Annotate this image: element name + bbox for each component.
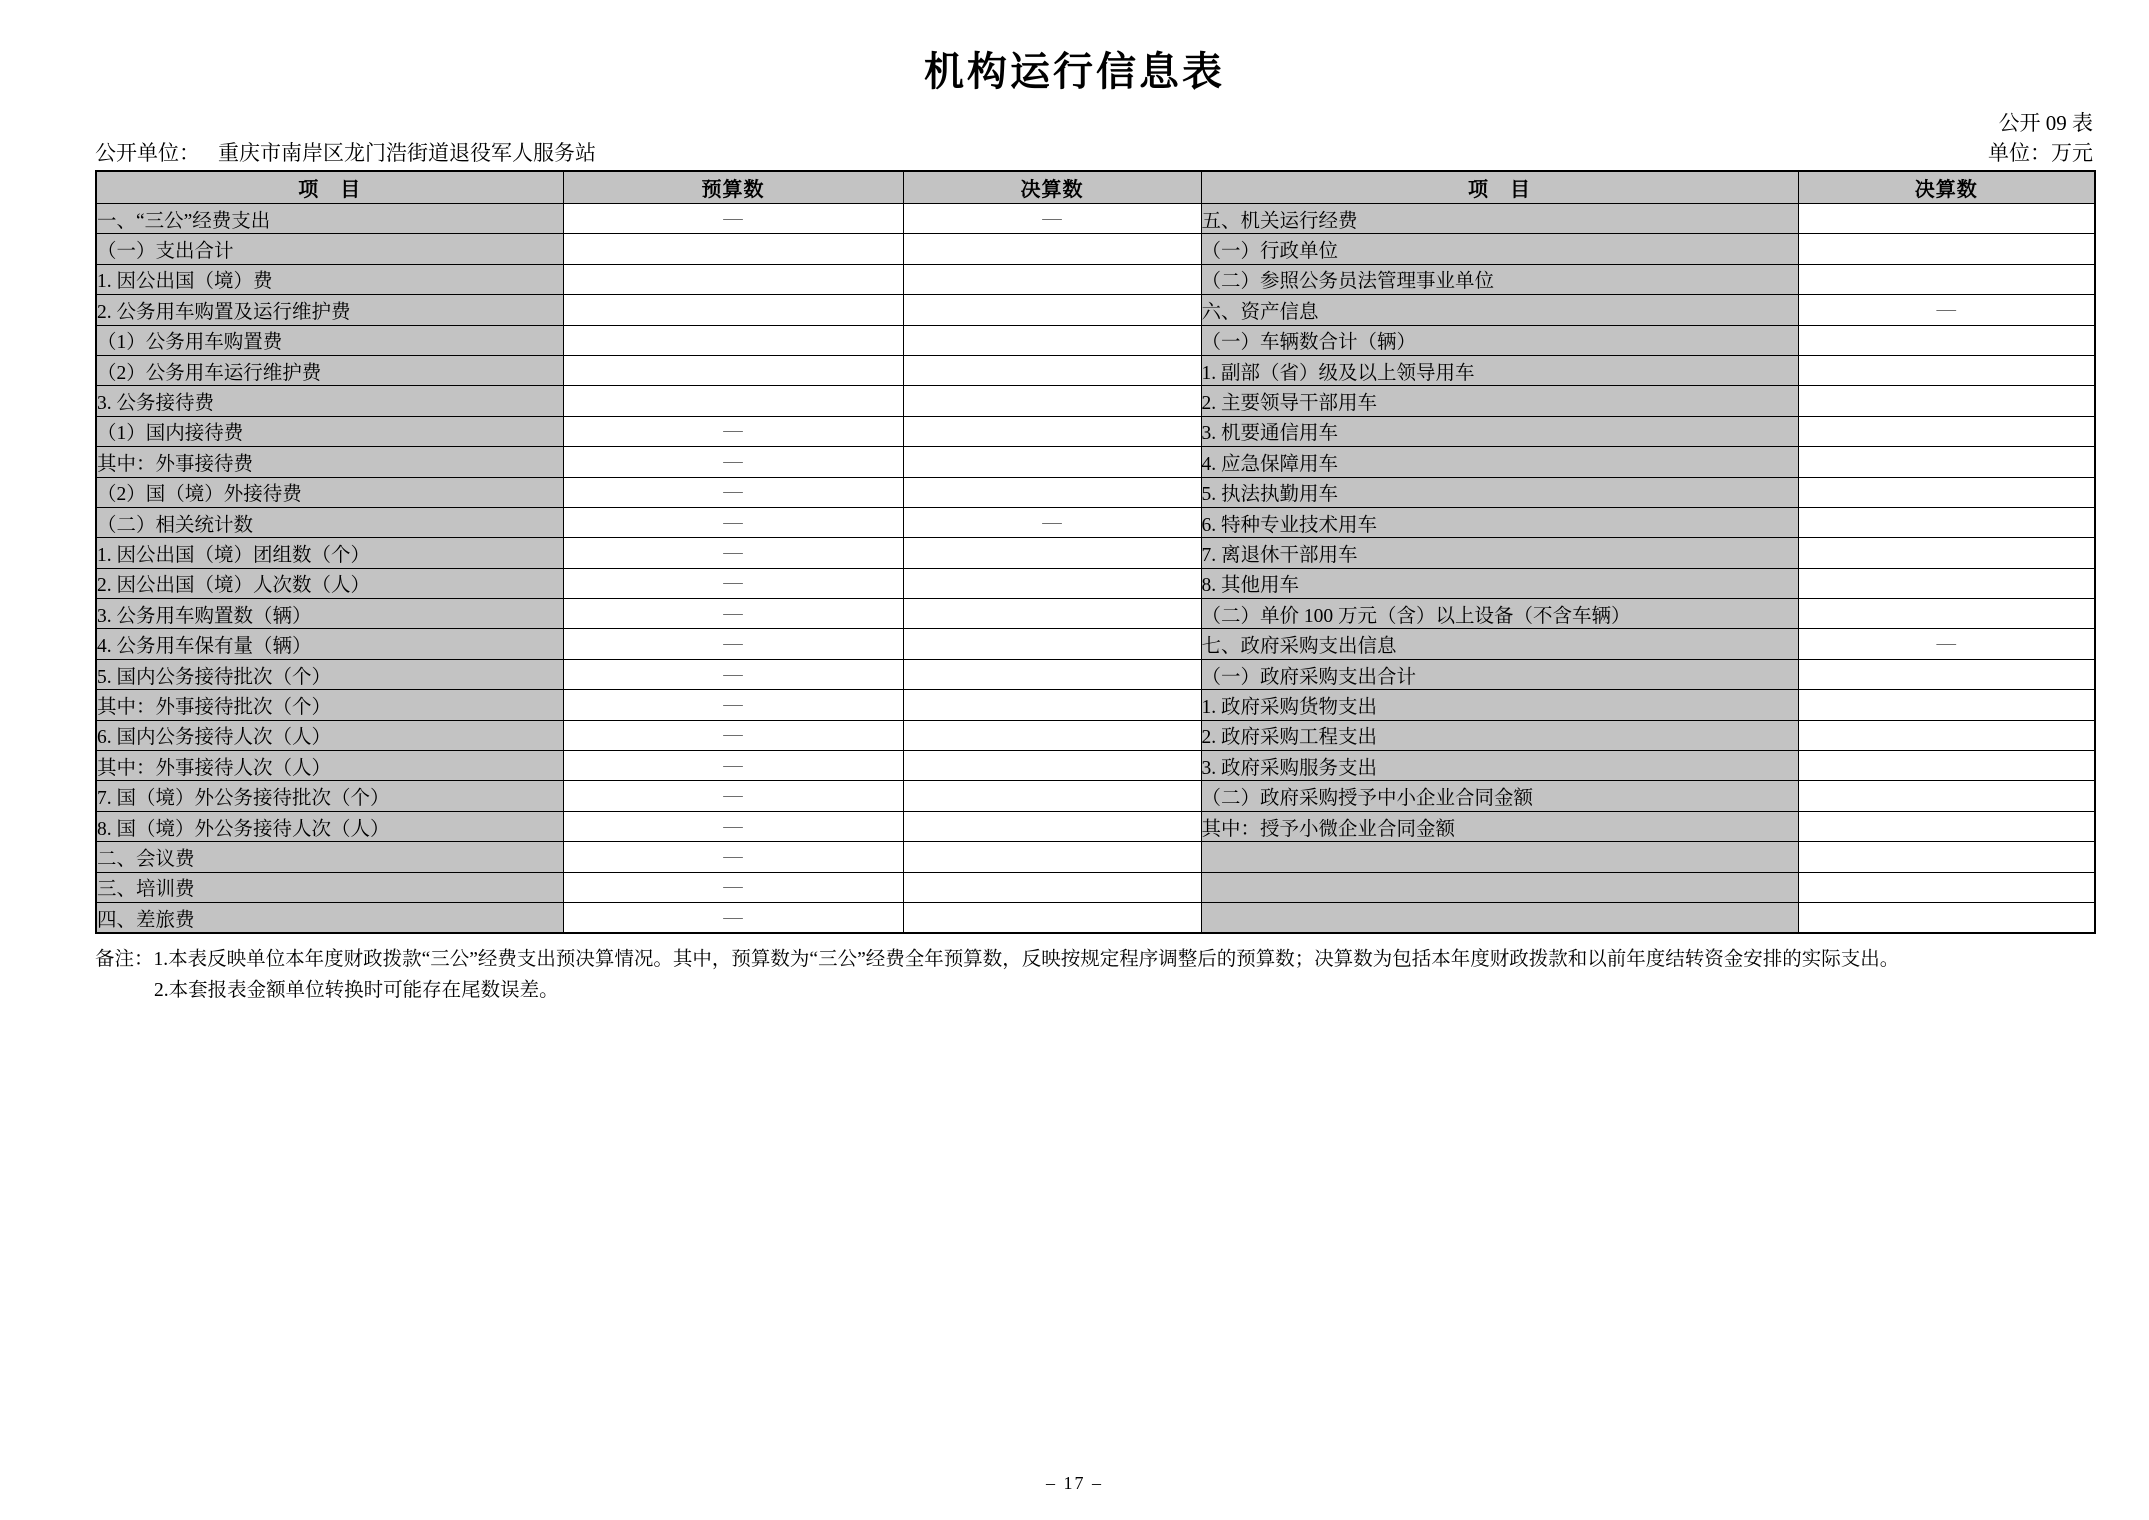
- budget-cell: [563, 355, 903, 385]
- budget-cell: —: [563, 599, 903, 629]
- item-cell-right: 4. 应急保障用车: [1201, 447, 1798, 477]
- final-cell-right: [1798, 264, 2095, 294]
- final-cell-left: [903, 811, 1201, 841]
- item-cell-left: 2. 公务用车购置及运行维护费: [96, 295, 563, 325]
- meta-row: [95, 137, 2093, 167]
- final-cell-left: [903, 538, 1201, 568]
- final-cell-left: [903, 355, 1201, 385]
- table-row: [96, 629, 2095, 659]
- final-cell-right: [1798, 477, 2095, 507]
- final-cell-right: [1798, 902, 2095, 933]
- table-row: [96, 872, 2095, 902]
- item-cell-left: 三、培训费: [96, 872, 563, 902]
- note-line-2: 2.本套报表金额单位转换时可能存在尾数误差。: [154, 979, 559, 1001]
- item-cell-left: 2. 因公出国（境）人次数（人）: [96, 568, 563, 598]
- final-cell-right: [1798, 538, 2095, 568]
- final-cell-right: [1798, 811, 2095, 841]
- table-header-row: [96, 171, 2095, 204]
- table-row: [96, 416, 2095, 446]
- final-cell-left: —: [903, 204, 1201, 234]
- final-cell-right: [1798, 599, 2095, 629]
- final-cell-right: [1798, 751, 2095, 781]
- table-row: [96, 902, 2095, 933]
- budget-cell: —: [563, 447, 903, 477]
- budget-cell: [563, 325, 903, 355]
- page-title: 机构运行信息表: [924, 50, 1225, 94]
- item-cell-left: （1）公务用车购置费: [96, 325, 563, 355]
- item-cell-right: 3. 机要通信用车: [1201, 416, 1798, 446]
- budget-cell: [563, 264, 903, 294]
- item-cell-right: 1. 副部（省）级及以上领导用车: [1201, 355, 1798, 385]
- final-cell-left: [903, 872, 1201, 902]
- final-cell-left: [903, 659, 1201, 689]
- budget-cell: —: [563, 902, 903, 933]
- table-row: [96, 507, 2095, 537]
- final-cell-left: —: [903, 507, 1201, 537]
- final-cell-left: [903, 477, 1201, 507]
- table-row: [96, 751, 2095, 781]
- item-cell-right: [1201, 842, 1798, 872]
- item-cell-left: （一）支出合计: [96, 234, 563, 264]
- disclosure-unit-label: 公开单位：: [95, 141, 200, 165]
- item-cell-left: 4. 公务用车保有量（辆）: [96, 629, 563, 659]
- form-code: 公开 09 表: [1998, 111, 2093, 135]
- table-row: [96, 386, 2095, 416]
- item-cell-right: 其中：授予小微企业合同金额: [1201, 811, 1798, 841]
- final-cell-right: [1798, 204, 2095, 234]
- budget-cell: —: [563, 507, 903, 537]
- item-cell-right: （一）政府采购支出合计: [1201, 659, 1798, 689]
- disclosure-unit: [95, 137, 596, 167]
- item-cell-left: （1）国内接待费: [96, 416, 563, 446]
- unit-note: 单位：万元: [1988, 141, 2093, 165]
- table-row: [96, 690, 2095, 720]
- final-cell-left: [903, 842, 1201, 872]
- item-cell-left: 3. 公务接待费: [96, 386, 563, 416]
- budget-cell: —: [563, 872, 903, 902]
- final-cell-right: [1798, 416, 2095, 446]
- table-row: [96, 204, 2095, 234]
- table-row: [96, 477, 2095, 507]
- table-row: [96, 325, 2095, 355]
- table-row: [96, 538, 2095, 568]
- table-row: [96, 295, 2095, 325]
- final-cell-left: [903, 568, 1201, 598]
- final-cell-left: [903, 234, 1201, 264]
- notes: [95, 945, 2089, 1005]
- table-row: [96, 811, 2095, 841]
- item-cell-right: [1201, 872, 1798, 902]
- item-cell-right: 2. 主要领导干部用车: [1201, 386, 1798, 416]
- table-row: [96, 781, 2095, 811]
- budget-cell: —: [563, 842, 903, 872]
- item-cell-left: （2）国（境）外接待费: [96, 477, 563, 507]
- final-cell-right: [1798, 690, 2095, 720]
- table-row: [96, 264, 2095, 294]
- item-cell-left: 其中：外事接待批次（个）: [96, 690, 563, 720]
- item-cell-right: 五、机关运行经费: [1201, 204, 1798, 234]
- item-cell-left: 7. 国（境）外公务接待批次（个）: [96, 781, 563, 811]
- final-cell-right: [1798, 386, 2095, 416]
- final-cell-right: [1798, 568, 2095, 598]
- budget-cell: —: [563, 720, 903, 750]
- info-table: [95, 170, 2096, 934]
- budget-cell: —: [563, 416, 903, 446]
- item-cell-left: 一、“三公”经费支出: [96, 204, 563, 234]
- item-cell-left: 8. 国（境）外公务接待人次（人）: [96, 811, 563, 841]
- final-cell-left: [903, 751, 1201, 781]
- final-cell-right: [1798, 325, 2095, 355]
- item-cell-left: 5. 国内公务接待批次（个）: [96, 659, 563, 689]
- final-cell-right: [1798, 507, 2095, 537]
- budget-cell: —: [563, 781, 903, 811]
- final-cell-left: [903, 264, 1201, 294]
- final-cell-left: [903, 720, 1201, 750]
- final-cell-right: —: [1798, 629, 2095, 659]
- final-cell-left: [903, 325, 1201, 355]
- final-cell-right: [1798, 447, 2095, 477]
- item-cell-left: 6. 国内公务接待人次（人）: [96, 720, 563, 750]
- item-cell-left: 1. 因公出国（境）团组数（个）: [96, 538, 563, 568]
- final-cell-right: [1798, 720, 2095, 750]
- item-cell-right: 5. 执法执勤用车: [1201, 477, 1798, 507]
- table-row: [96, 355, 2095, 385]
- final-cell-left: [903, 416, 1201, 446]
- item-cell-right: 6. 特种专业技术用车: [1201, 507, 1798, 537]
- item-cell-left: 四、差旅费: [96, 902, 563, 933]
- page-number: – 17 –: [1046, 1473, 1103, 1493]
- final-cell-left: [903, 781, 1201, 811]
- budget-cell: [563, 234, 903, 264]
- budget-cell: —: [563, 690, 903, 720]
- final-cell-left: [903, 902, 1201, 933]
- table-row: [96, 659, 2095, 689]
- budget-cell: —: [563, 538, 903, 568]
- budget-cell: [563, 386, 903, 416]
- note-line-1: 备注：1.本表反映单位本年度财政拨款“三公”经费支出预决算情况。其中，预算数为“三公”经费全年预算数，反映按规定程序调整后的预算数；决算数为包括本年度财政拨款和以前年度结转资金安排的实际支出。: [95, 949, 1900, 971]
- item-cell-left: 1. 因公出国（境）费: [96, 264, 563, 294]
- final-cell-right: [1798, 659, 2095, 689]
- budget-cell: —: [563, 629, 903, 659]
- final-cell-right: [1798, 781, 2095, 811]
- budget-cell: —: [563, 811, 903, 841]
- item-cell-left: 二、会议费: [96, 842, 563, 872]
- item-cell-right: （一）车辆数合计（辆）: [1201, 325, 1798, 355]
- final-cell-left: [903, 386, 1201, 416]
- final-cell-left: [903, 447, 1201, 477]
- final-cell-right: [1798, 355, 2095, 385]
- final-cell-right: [1798, 842, 2095, 872]
- budget-cell: —: [563, 477, 903, 507]
- item-cell-right: 1. 政府采购货物支出: [1201, 690, 1798, 720]
- budget-cell: —: [563, 659, 903, 689]
- table-row: [96, 568, 2095, 598]
- item-cell-left: 其中：外事接待人次（人）: [96, 751, 563, 781]
- item-cell-right: （一）行政单位: [1201, 234, 1798, 264]
- final-cell-left: [903, 629, 1201, 659]
- final-cell-left: [903, 599, 1201, 629]
- header-budget: 预算数: [563, 171, 903, 204]
- header-item-left: 项 目: [96, 171, 563, 204]
- budget-cell: [563, 295, 903, 325]
- budget-cell: —: [563, 751, 903, 781]
- final-cell-left: [903, 690, 1201, 720]
- final-cell-right: [1798, 872, 2095, 902]
- item-cell-left: （二）相关统计数: [96, 507, 563, 537]
- table-row: [96, 599, 2095, 629]
- item-cell-right: 8. 其他用车: [1201, 568, 1798, 598]
- item-cell-left: （2）公务用车运行维护费: [96, 355, 563, 385]
- header-final-left: 决算数: [903, 171, 1201, 204]
- item-cell-right: （二）单价 100 万元（含）以上设备（不含车辆）: [1201, 599, 1798, 629]
- budget-cell: —: [563, 568, 903, 598]
- item-cell-left: 3. 公务用车购置数（辆）: [96, 599, 563, 629]
- final-cell-left: [903, 295, 1201, 325]
- header-item-right: 项 目: [1201, 171, 1798, 204]
- budget-cell: —: [563, 204, 903, 234]
- table-body: [96, 204, 2095, 934]
- disclosure-unit-name: 重庆市南岸区龙门浩街道退役军人服务站: [218, 141, 596, 165]
- item-cell-right: 7. 离退休干部用车: [1201, 538, 1798, 568]
- final-cell-right: [1798, 234, 2095, 264]
- item-cell-left: 其中：外事接待费: [96, 447, 563, 477]
- table-row: [96, 447, 2095, 477]
- table-row: [96, 842, 2095, 872]
- header-final-right: 决算数: [1798, 171, 2095, 204]
- final-cell-right: —: [1798, 295, 2095, 325]
- item-cell-right: 七、政府采购支出信息: [1201, 629, 1798, 659]
- table-row: [96, 234, 2095, 264]
- table-row: [96, 720, 2095, 750]
- item-cell-right: [1201, 902, 1798, 933]
- item-cell-right: 六、资产信息: [1201, 295, 1798, 325]
- item-cell-right: 3. 政府采购服务支出: [1201, 751, 1798, 781]
- item-cell-right: （二）参照公务员法管理事业单位: [1201, 264, 1798, 294]
- item-cell-right: （二）政府采购授予中小企业合同金额: [1201, 781, 1798, 811]
- item-cell-right: 2. 政府采购工程支出: [1201, 720, 1798, 750]
